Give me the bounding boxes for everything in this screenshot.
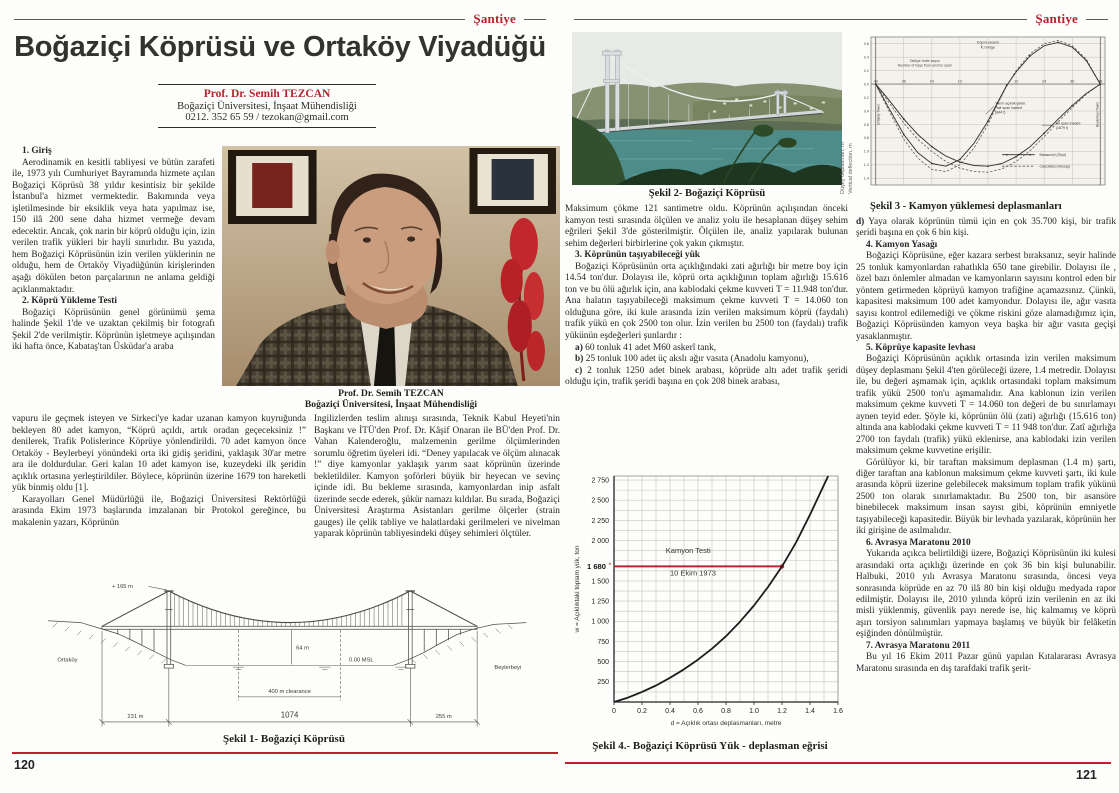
figure1-svg: [10, 578, 558, 734]
fig4-grid: [614, 476, 838, 702]
svg-text:Kamyon Testi: Kamyon Testi: [665, 546, 711, 556]
svg-text:1 250: 1 250: [591, 598, 609, 606]
svg-text:10 Ekim 1973: 10 Ekim 1973: [670, 568, 716, 578]
fig1-clearance: 400 m clearance: [268, 689, 311, 696]
svg-text:2 750: 2 750: [591, 477, 609, 485]
svg-text:Beylerbeyi Tower: Beylerbeyi Tower: [1095, 101, 1100, 127]
article-title: Boğaziçi Köprüsü ve Ortaköy Viyadüğü: [14, 31, 546, 63]
svg-text:1.0: 1.0: [749, 708, 759, 715]
svg-text:Calculated (Hesap): Calculated (Hesap): [1039, 164, 1071, 169]
body-paragraph: Boğaziçi Köprüsüne, eğer kazara serbest bıraksanız, seyir halinde 25 tonluk kamyonlardan rahatlıkla 650 tane girebilir. Dolayısı ile , özel bazı önlemler almadan ve kamyonların sayısını kontrol eden bir yöntem getirmeden köprüyü kamyon trafiğine açamazsınız. Çünkü, kapasitesi maksimum 100 adet kamyondur. Dolayısı ile, ağır vasıta sayısı kontrol edilemediği ve çökme riskini göze alamadığımız için, Boğaziçi Köprüsünden kamyon veya başka bir ağır vasıta geçişi yasaklanmıştır.: [856, 251, 1116, 342]
figure4-svg: [570, 468, 850, 740]
header-rule: [14, 19, 465, 20]
svg-text:All span loaded: All span loaded: [1055, 121, 1081, 126]
svg-text:1.4: 1.4: [805, 708, 815, 715]
figure3-chart: [856, 30, 1114, 200]
right-column-2: [856, 217, 1116, 760]
svg-text:0.4: 0.4: [863, 109, 869, 114]
figure3-svg: [856, 30, 1114, 200]
right-page-number: 121: [1076, 768, 1097, 782]
body-paragraph: İngilizlerden teslim alınışı sırasında, Teknik Kabul Heyeti'nin Başkanı ve İTÜ'den Prof. Dr. Kâşif Onaran ile BÜ'den Prof. Dr. Vahan Kalenderoğlu, malzemenin gerilme ölçümlerinden sorumlu öğretim üyeleri idi. “Deney yapılacak ve ölçüm alınacak !” diye kamyonlar yaklaşık yarım saat köprünün üzerinde bekletildiler. Kamyon şoförleri büyük bir heyecan ve sevinç içinde idi. Bu bekleme sırasında, kamyonlardan inip asfalt üzerinde secde ederek, şükür namazı kıldılar. Bu sırada, Boğaziçi Üniversitesi Araştırma Asistanları gerilme ölçerler (strain gauges) ile çelik tabliye ve halatlardaki gerilmeleri ve nivelman yaparak köprünün tabliyesindeki düşey sehimleri ölçtüler.: [314, 414, 560, 540]
body-paragraph: Boğaziçi Köprüsünün açıklık ortasında izin verilen maksimum düşey deplasmanı Şekil 4'ten görüleceği üzere, 1.4 metredir. Dolayısı ile, bu değeri aşmamak için, açıklık ortasındaki toplam maksimum trafik yükü 2500 ton'u aşmamalıdır. Ana kablonun izin verilen maksimum çekme kuvveti T = 14.060 ton değeri de bu sınırlamayı aynen teyid eder. Şöyle ki, köprünün ölü (zati) ağırlığı (15.616 ton) altında ana kablodaki çekme kuvveti T = 11 948 ton'dur. Zatî ağırlığa 2700 ton faydalı (trafik) yükü eklenirse, ana kablodaki izin verilen maksimum çekme kuvvetine erişilir.: [856, 354, 1116, 457]
body-paragraph: b) 25 tonluk 100 adet üç akslı ağır vasıta (Anadolu kamyonu),: [575, 354, 809, 365]
fig1-tower-height: + 165 m: [111, 584, 133, 591]
svg-text:12: 12: [1013, 79, 1019, 84]
svg-text:0: 0: [612, 708, 616, 715]
svg-text:0.2: 0.2: [863, 68, 869, 73]
svg-text:0.8: 0.8: [863, 136, 869, 141]
header-rule-short: [524, 19, 546, 20]
svg-text:Ortaköy Tower: Ortaköy Tower: [876, 103, 881, 125]
left-page-header: [14, 12, 546, 26]
figure3-ylabel-tr: Düşey deplasman, m: [840, 142, 846, 194]
portrait-caption-name: Prof. Dr. Semih TEZCAN: [338, 388, 444, 399]
svg-text:750: 750: [597, 638, 609, 646]
svg-text:2 500: 2 500: [591, 497, 609, 505]
svg-text:Yarım açıklık yüklü: Yarım açıklık yüklü: [995, 101, 1025, 106]
svg-text:1.6: 1.6: [833, 708, 843, 715]
svg-text:1.4: 1.4: [863, 176, 869, 181]
right-column-1: [565, 204, 848, 467]
svg-text:1.2: 1.2: [777, 708, 787, 715]
fig4-xlabel: d = Açıklık ortası deplasmanları, metre: [670, 720, 782, 727]
left-page-footer-rule: [12, 752, 558, 754]
svg-text:36: 36: [901, 79, 906, 84]
figure1-drawing: [10, 578, 558, 734]
right-page-footer-rule: [565, 762, 1111, 764]
svg-text:0.6: 0.6: [693, 708, 703, 715]
svg-text:48: 48: [1098, 79, 1103, 84]
body-paragraph: Görülüyor ki, bir taraftan maksimum deplasman (1.4 m) şartı, diğer taraftan ana kablonun maksimum çekme kuvveti şartı, iki kule arasında köprü üzerine gelebilecek maksimum toplam trafik yükünü 2500 ton olarak sınırlamaktadır. Bu 2500 ton, bir asansöre binebilecek maksimum insan sayısı gibi, köprünün emniyetle taşıyabileceği kapasitedir. Büyük bir levhada yazılarak, köprünün her iki girişine de asılmalıdır.: [856, 457, 1116, 537]
svg-text:500: 500: [597, 659, 609, 667]
author-box: [158, 84, 376, 128]
svg-text:℄ bridge: ℄ bridge: [980, 45, 996, 50]
left-column-1-lower: [12, 414, 306, 580]
fig1-right-span: 255 m: [435, 714, 452, 721]
bridge-photo-art: [572, 32, 842, 185]
svg-text:0.8: 0.8: [721, 708, 731, 715]
svg-text:1 000: 1 000: [591, 618, 609, 626]
svg-text:0.0: 0.0: [863, 82, 869, 87]
body-paragraph: Maksimum çökme 121 santimetre oldu. Köprünün açılışından önceki kamyon testi sırasında ölçülen ve analiz yolu ile hesaplanan düşey sehim eğrileri Şekil 3'de gösterilmiştir. Ölçülen ile, analiz yapılarak bulunan sehim değerleri birbirlerine çok yakın çıkmıştır.: [565, 204, 848, 249]
body-paragraph: Boğaziçi Köprüsünün orta açıklığındaki zati ağırlığı bir metre boy için 14.54 ton'dur. Dolayısı ile, köprü orta açıklığının toplam ağırlığı 15.616 ton ve bu ölü ağırlık için, ana kablodaki çekme kuvveti T = 11.948 ton'dur. Ana halatın taşıyabileceği maksimum çekme kuvveti T = 14.060 ton olduğuna göre, iki kule arasında izin verilen maksimum köprü (faydalı) trafik yükü en çok 2500 ton olur. İzin verilen bu 2500 ton (faydalı) trafik yükünün eşdeğerleri şunlardır :: [565, 261, 848, 342]
body-paragraph: vapuru ile geçmek isteyen ve Sirkeci'ye kadar uzanan kamyon kuyruğunda bekleyen 80 adet kamyon, “Köprü açıldı, artık oradan geçeceksiniz !” denilerek, Trafik Polislerince Köprüye yönlendirildi. 70 adet kamyon önce Ortaköy - Beylerbeyi yönündeki orta iki gidiş şeridini, yaklaşık 30'ar metre ara ile doldurdular. Geri kalan 10 adet kamyon ise, kuzeydeki ilk şeridin açıklık ortasına yerleştirildiler. Böylece, köprünün üzerine 1679 ton hareketli yük binmiş oldu [1].: [12, 414, 306, 494]
left-column-2-lower: [314, 414, 560, 580]
svg-text:36: 36: [1070, 79, 1075, 84]
section-heading: 5. Köprüye kapasite levhası: [866, 342, 976, 353]
body-paragraph: Yukarıda açıkca belirtildiği üzere, Boğaziçi Köprüsünün iki kulesi arasındaki orta açıklığı üzerinde en çok 36 bin kişi bulunabilir. Halbuki, 2010 yılı Avrasya Maratonu sırasında, öncesi veya sonrasında köprüde en az 70 ilâ 80 bin kişi olduğu medyada rapor edilmiştir. Dolayısı ile, 2010 yılında köprü izin verilenin en az iki misli yüklenmiş, güvenlik payı nerede ise, hiç kalmamış ve köprü aşırı torsiyon salınımları yapmaya başlamış ve büyük bir felâketin eşiğinden dönülmüştür.: [856, 549, 1116, 640]
portrait-caption: [222, 388, 560, 410]
svg-text:0.6: 0.6: [863, 42, 869, 47]
figure4-caption: Şekil 4.- Boğaziçi Köprüsü Yük - deplasman eğrisi: [592, 740, 828, 752]
svg-text:24: 24: [1042, 79, 1047, 84]
svg-text:1 500: 1 500: [591, 578, 609, 586]
svg-text:1.0: 1.0: [863, 149, 869, 154]
svg-text:2 000: 2 000: [591, 537, 609, 545]
body-paragraph: a) 60 tonluk 41 adet M60 askerî tank,: [575, 342, 717, 353]
body-paragraph: Aerodinamik en kesitli tabliyesi ve bütün zarafeti ile, 1973 yılı Cumhuriyet Bayramında hizmete açılan Boğaziçi Köprüsü 38 yıldır kesintisiz bir şekilde İstanbul'a hizmet vermektedir. Bakımında veya işletilmesinde bir eksiklik veya hata yapılmaz ise, 150 ilâ 200 sene daha hizmet vermeğe devam edecektir. Ancak, çok narin bir köprü olduğu için, izin verilen trafik yükleri bir hayli sınırlıdır. Bu yazıda, hem Boğaziçi Köprüsünün izin verilen yüklerinin ne olduğu, hem de Ortaköy Viyadüğünün kirişlerinden aşağı dökülen beton parçalarının ne anlama geldiği açıklanmaktadır.: [12, 157, 215, 295]
figure1-caption: Şekil 1- Boğaziçi Köprüsü: [223, 733, 345, 745]
svg-text:0.2: 0.2: [863, 95, 869, 100]
section-heading: 2. Köprü Yükleme Testi: [22, 296, 117, 307]
figure4-chart: [570, 468, 850, 740]
portrait-photo-art: [222, 146, 560, 386]
section-heading: 4. Kamyon Yasağı: [866, 239, 938, 250]
section-heading: 7. Avrasya Maratonu 2011: [866, 640, 971, 651]
fig4-tick-labels: [591, 477, 843, 715]
svg-text:0.6: 0.6: [863, 122, 869, 127]
svg-text:0.4: 0.4: [863, 55, 869, 60]
bridge-photo: [572, 32, 842, 185]
author-name: Prof. Dr. Semih TEZCAN: [203, 88, 331, 100]
body-paragraph: d) Yaya olarak köprünün tümü için en çok 35.700 kişi, bir trafik şeridi başına en çok 6 bin kişi.: [856, 217, 1116, 239]
fig1-main-span: 1074: [280, 710, 299, 720]
header-rule-short: [1086, 19, 1108, 20]
section-heading: 6. Avrasya Maratonu 2010: [866, 537, 971, 548]
svg-text:Half span loaded: Half span loaded: [995, 105, 1023, 110]
portrait-photo: [222, 146, 560, 386]
left-page-number: 120: [14, 758, 35, 772]
svg-text:1.2: 1.2: [863, 163, 869, 168]
fig1-right-town: Beylerbeyi: [494, 665, 522, 671]
svg-text:Number of bays from anchor spa: Number of bays from anchor span: [897, 63, 952, 68]
fig4-highlight-asterisk: *: [608, 562, 612, 570]
portrait-caption-affiliation: Boğaziçi Üniversitesi, İnşaat Mühendisliği: [304, 399, 478, 410]
fig1-structure: [48, 591, 526, 669]
body-paragraph: Boğaziçi Köprüsünün genel görünümü şema halinde Şekil 1'de ve uzaktan çekilmiş bir fotografı Şekil 2'de verilmiştir. Köprünün işletmeye açılışından iki hafta önce, Kabataş'tan Üsküdar'a araba: [12, 307, 215, 353]
figure3-ylabel: [840, 34, 855, 194]
fig1-deck-height: 64 m: [296, 645, 309, 652]
svg-text:12: 12: [957, 79, 963, 84]
svg-text:48: 48: [873, 79, 878, 84]
fig4-ylabel: w = Açıklıktaki toplam yük, ton: [574, 545, 581, 633]
svg-text:24: 24: [929, 79, 934, 84]
right-page-header: [574, 12, 1108, 26]
fig1-left-span: 231 m: [127, 714, 144, 721]
author-contact: 0212. 352 65 59 / tezokan@gmail.com: [185, 112, 349, 123]
fig1-left-town: Ortaköy: [57, 657, 78, 664]
fig1-dimensions: [99, 586, 480, 726]
svg-text:(844 t): (844 t): [995, 110, 1006, 115]
fig1-labels: [57, 584, 521, 720]
svg-text:2 250: 2 250: [591, 517, 609, 525]
section-heading: 3. Köprünün taşıyabileceği yük: [575, 250, 701, 261]
author-affiliation: Boğaziçi Üniversitesi, İnşaat Mühendisliği: [177, 101, 357, 112]
svg-text:Köprü ekseni: Köprü ekseni: [976, 40, 1000, 45]
section-label: Şantiye: [473, 11, 516, 26]
header-rule: [574, 19, 1027, 20]
body-paragraph: Bu yıl 16 Ekim 2011 Pazar günü yapılan Kıtalararası Avrasya Maratonu sırasında en dış tarafdaki trafik şerit-: [856, 652, 1116, 674]
svg-text:(1679 t): (1679 t): [1055, 126, 1069, 131]
fig4-annotations: [666, 546, 716, 578]
svg-text:0.4: 0.4: [665, 708, 675, 715]
svg-text:250: 250: [597, 679, 609, 687]
svg-text:0.2: 0.2: [637, 708, 647, 715]
section-label: Şantiye: [1035, 11, 1078, 26]
fig1-msl: 0.00 MSL: [349, 657, 374, 664]
body-paragraph: Karayolları Genel Müdürlüğü ile, Boğaziçi Üniversitesi Rektörlüğü arasında Ekim 1973 başlarında imzalanan bir Protokol gereğince, bu makalenin yazarı, Köprünün: [12, 494, 306, 528]
left-column-1-upper: [12, 146, 215, 411]
svg-text:Tabliye ünite sayısı: Tabliye ünite sayısı: [909, 58, 941, 63]
svg-text:Measured (Ölçü): Measured (Ölçü): [1039, 153, 1067, 158]
figure3-caption: Şekil 3 - Kamyon yüklemesi deplasmanları: [870, 201, 1062, 212]
figure2-caption: Şekil 2- Boğaziçi Köprüsü: [648, 188, 766, 199]
section-heading: 1. Giriş: [22, 146, 52, 156]
figure3-ylabel-en: Vertical deflection, m: [848, 143, 854, 194]
fig4-highlight-label: 1 680: [586, 562, 606, 571]
body-paragraph: c) 2 tonluk 1250 adet binek arabası, köprüde altı adet trafik şeridi olduğu için, trafik şeridi başına en çok 208 binek arabası,: [565, 365, 848, 388]
